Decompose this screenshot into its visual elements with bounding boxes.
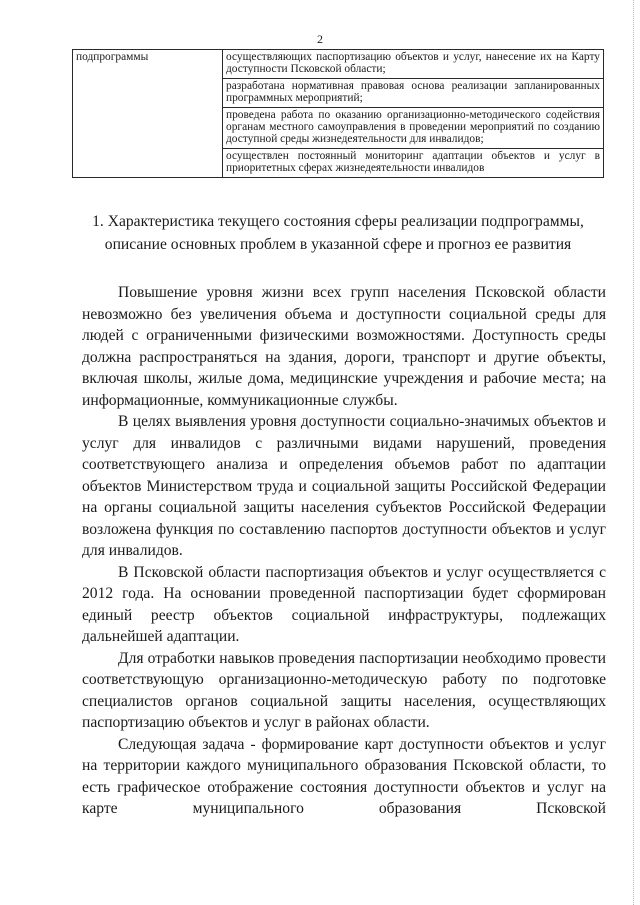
body-paragraph: Повышение уровня жизни всех групп населения Псковской области невозможно без увеличения объема и доступности социальной среды для людей с ограниченными физическими возможностями. Доступность среды должна распространяться на здания, дороги, транспорт и другие объекты, включая школы, жилые дома, медицинские учреждения и рабочие места; на информационные, коммуникационные службы. <box>82 284 606 409</box>
section-heading-line: описание основных проблем в указанной сфере и прогноз ее развития <box>104 236 572 253</box>
table-row-label: подпрограммы <box>73 50 223 178</box>
page-edge-border <box>633 0 634 905</box>
section-heading-line: 1. Характеристика текущего состояния сферы реализации подпрограммы, <box>92 213 584 230</box>
program-passport-table <box>72 49 604 178</box>
section-body <box>82 282 606 820</box>
table-row-content <box>223 50 604 178</box>
body-paragraph: В Псковской области паспортизация объектов и услуг осуществляется с 2012 года. На основании проведенной паспортизации будет сформирован единый реестр объектов социальной инфраструктуры, подлежащих дальнейшей адаптации. <box>82 563 606 645</box>
table-item: разработана нормативная правовая основа реализации запланированных программных мероприятий; <box>223 79 603 108</box>
section-heading <box>70 210 606 256</box>
body-paragraph: Для отработки навыков проведения паспортизации необходимо провести соответствующую организационно-методическую работу по подготовке специалистов органов социальной защиты населения, осуществляющих паспортизацию объектов и услуг в районах области. <box>82 649 606 731</box>
table-item: проведена работа по оказанию организационно-методического содействия органам местного самоуправления в проведении мероприятий по созданию доступной среды жизнедеятельности для инвалидов; <box>223 108 603 149</box>
table-row <box>73 50 604 178</box>
table-item: осуществляющих паспортизацию объектов и услуг, нанесение их на Карту доступности Псковской области; <box>223 51 603 79</box>
table-item: осуществлен постоянный мониторинг адаптации объектов и услуг в приоритетных сферах жизнедеятельности инвалидов <box>226 149 600 175</box>
body-paragraph: В целях выявления уровня доступности социально-значимых объектов и услуг для инвалидов с различными видами нарушений, проведения соответствующего анализа и определения объемов работ по адаптации объектов Министерством труда и социальной защиты Российской Федерации на органы социальной защиты населения субъектов Российской Федерации возложена функция по составлению паспортов доступности объектов и услуг для инвалидов. <box>82 413 606 559</box>
page-number: 2 <box>317 32 323 46</box>
body-paragraph: Следующая задача - формирование карт доступности объектов и услуг на территории каждого муниципального образования Псковской области, то есть графическое отображение состояния доступности объектов и услуг на карте муниципального образования Псковской <box>82 735 606 817</box>
